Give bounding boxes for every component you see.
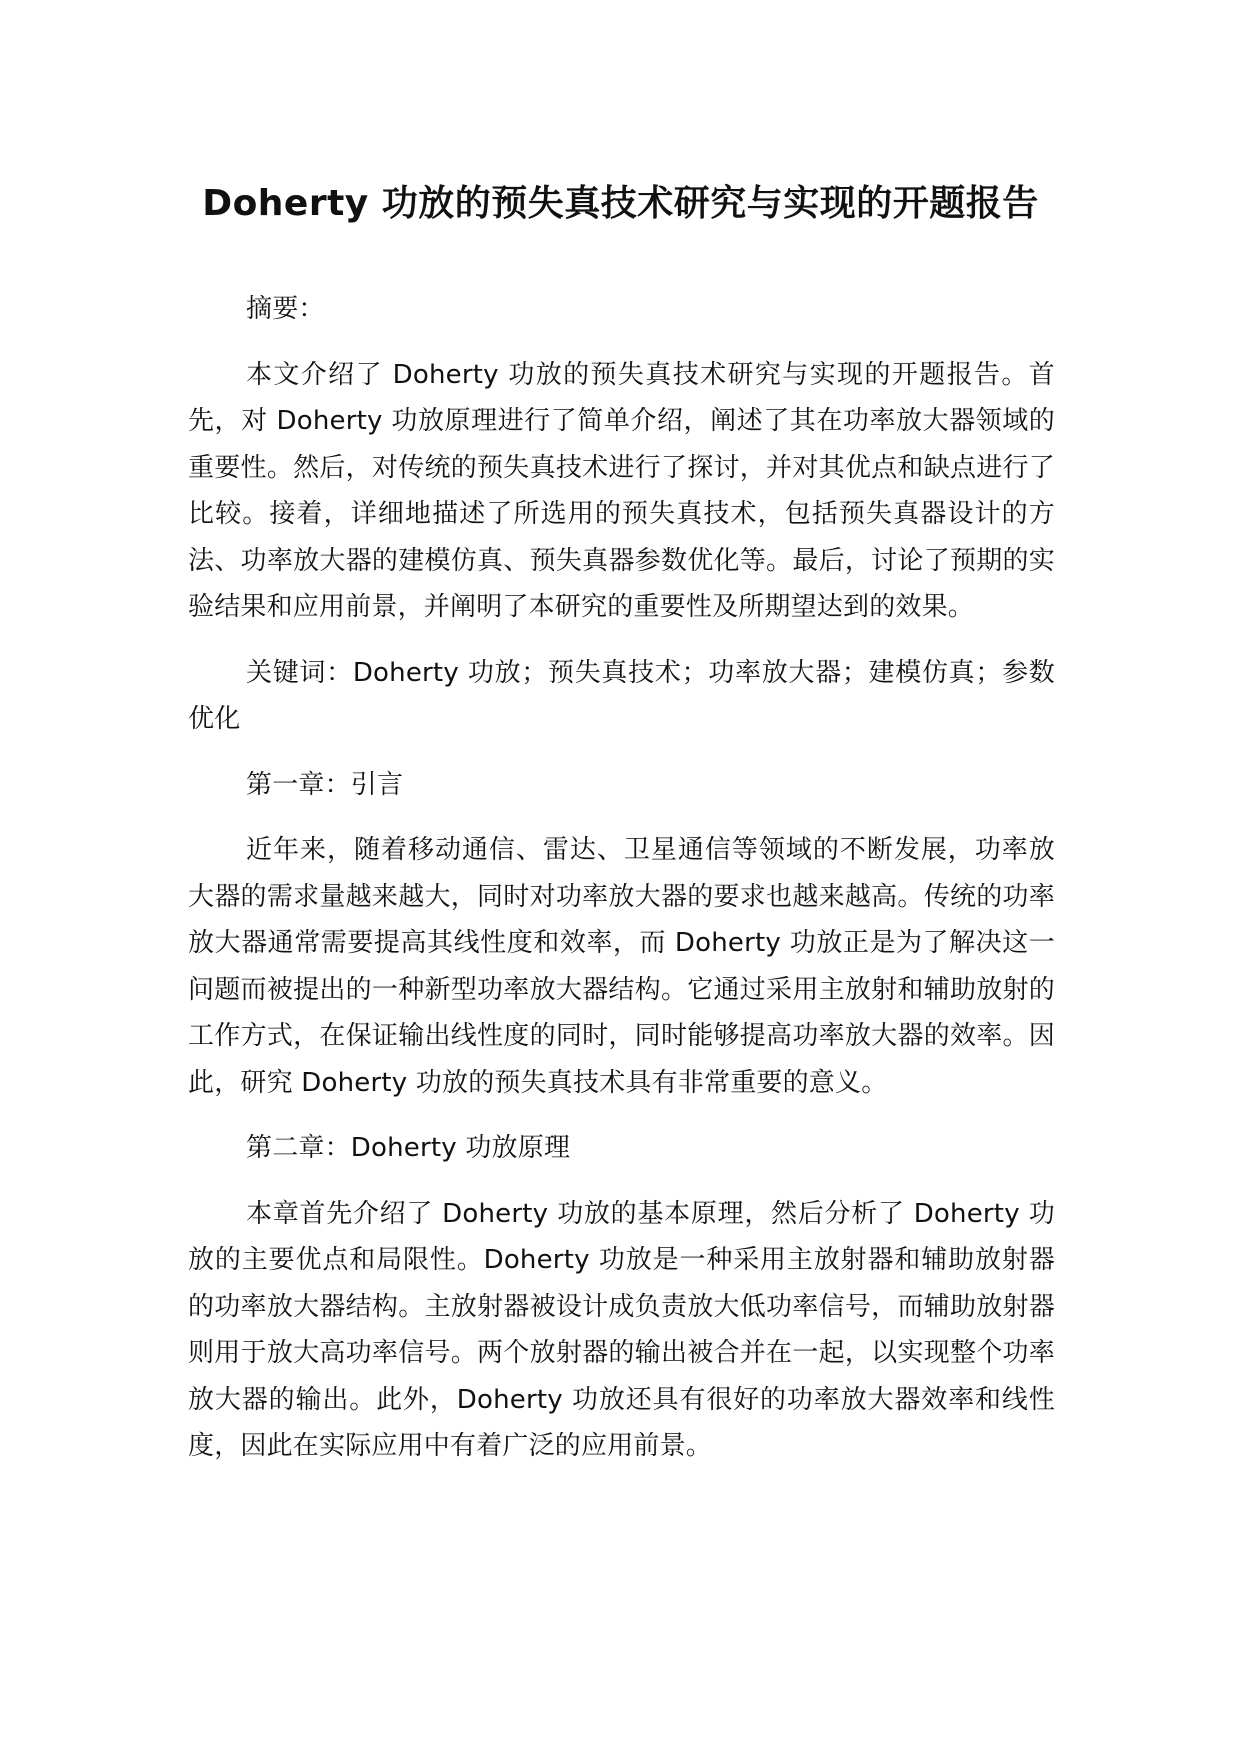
chapter-2-heading: 第二章：Doherty 功放原理 xyxy=(246,1133,571,1163)
chapter-1-heading: 第一章：引言 xyxy=(246,769,404,800)
abstract-heading: 摘要： xyxy=(246,294,325,324)
chapter-2-paragraph: 本章首先介绍了 Doherty 功放的基本原理，然后分析了 Doherty 功放的主要优点和局限性。Doherty 功放是一种采用主放射器和辅助放射器的功率放大器结构。主放射器被设计成负责放大低功率信号，而辅助放射器则用于放大高功率信号。两个放射器的输出被合并在一起，以实现整个功率放大器的输出。此外，Doherty 功放还具有很好的功率放大器效率和线性度，因此在实际应用中有着广泛的应用前景。 xyxy=(188,1198,1055,1461)
keywords-paragraph: 关键词：Doherty 功放；预失真技术；功率放大器；建模仿真；参数优化 xyxy=(188,657,1055,734)
chapter-1-paragraph: 近年来，随着移动通信、雷达、卫星通信等领域的不断发展，功率放大器的需求量越来越大，同时对功率放大器的要求也越来越高。传统的功率放大器通常需要提高其线性度和效率，而 Doherty 功放正是为了解决这一问题而被提出的一种新型功率放大器结构。它通过采用主放射和辅助放射的工作方式，在保证输出线性度的同时，同时能够提高功率放大器的效率。因此，研究 Doherty 功放的预失真技术具有非常重要的意义。 xyxy=(188,835,1055,1098)
abstract-paragraph: 本文介绍了 Doherty 功放的预失真技术研究与实现的开题报告。首先，对 Doherty 功放原理进行了简单介绍，阐述了其在功率放大器领域的重要性。然后，对传统的预失真技术进行了探讨，并对其优点和缺点进行了比较。接着，详细地描述了所选用的预失真技术，包括预失真器设计的方法、功率放大器的建模仿真、预失真器参数优化等。最后，讨论了预期的实验结果和应用前景，并阐明了本研究的重要性及所期望达到的效果。 xyxy=(188,359,1055,622)
document-body xyxy=(188,286,1055,1489)
document-title: Doherty 功放的预失真技术研究与实现的开题报告 xyxy=(202,183,1039,224)
